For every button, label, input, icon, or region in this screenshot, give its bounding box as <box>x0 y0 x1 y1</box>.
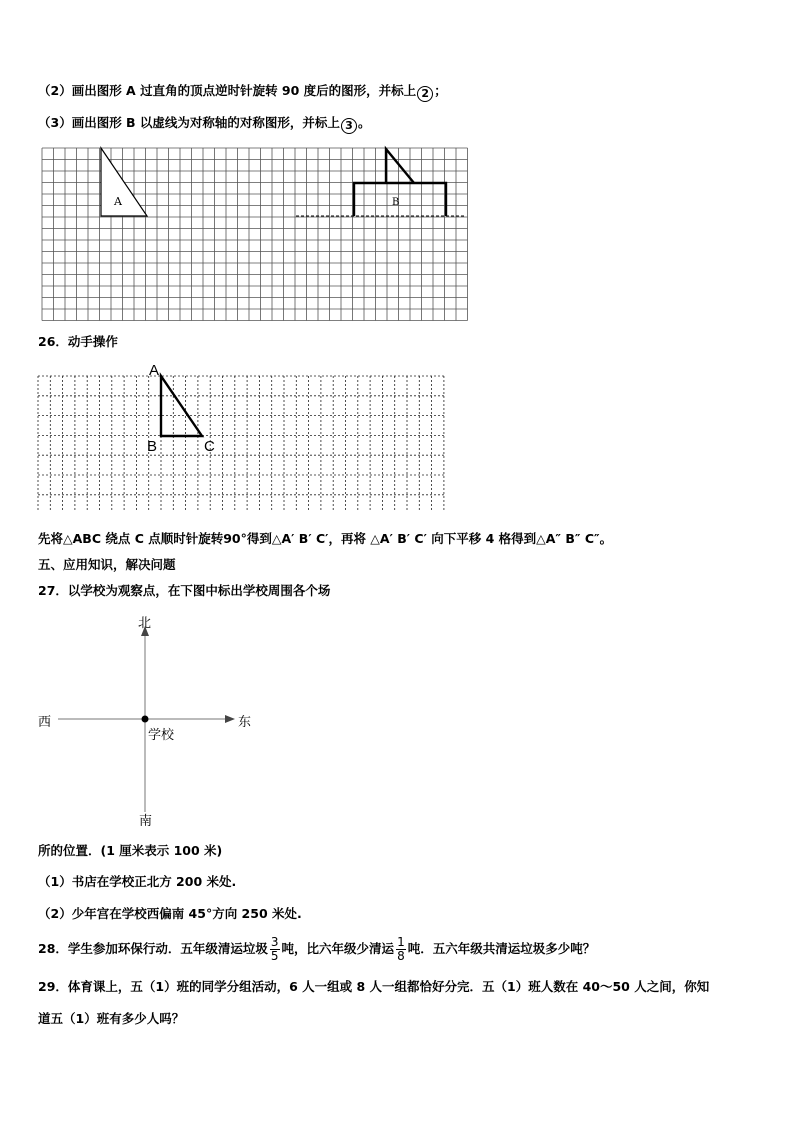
q26-grid-figure <box>36 360 456 510</box>
q28-text: 28．学生参加环保行动．五年级清运垃圾 $\frac{3}{5}$ 吨，比六年级少清运 $\frac{1}{8}$ 吨．五六年级共清运垃圾多少吨？ <box>38 935 596 963</box>
circled-number-2: 2 <box>417 86 433 102</box>
north-label: 北 <box>138 616 152 631</box>
q25-part2-text: （2）画出图形 A 过直角的顶点逆时针旋转 90 度后的图形，并标上 2 ； <box>38 83 447 100</box>
triangle-abc <box>161 376 202 436</box>
shape-b-outline <box>354 183 446 216</box>
q25-grid-figure <box>38 144 478 329</box>
q26-dashed-grid <box>38 376 444 510</box>
q25-part3-text: （3）画出图形 B 以虚线为对称轴的对称图形，并标上 3 。 <box>38 115 371 132</box>
fraction-three-fifths: $\frac{3}{5}$ <box>270 935 279 963</box>
q26-instruction: 先将△ABC 绕点 C 点顺时针旋转90°得到△A′ B′ C′，再将 △A′ B′ C′ 向下平移 4 格得到△A″ B″ C″。 <box>38 531 613 546</box>
vertex-b-label: B <box>147 438 158 455</box>
vertex-a-label: A <box>149 362 160 379</box>
q27-title: 27．以学校为观察点，在下图中标出学校周围各个场 <box>38 583 331 598</box>
q27-item-2: （2）少年宫在学校西偏南 45°方向 250 米处. <box>38 906 302 921</box>
school-label: 学校 <box>148 728 175 743</box>
shape-b-label: B <box>392 197 400 208</box>
q26-title: 26．动手操作 <box>38 334 118 349</box>
q29-line-2: 道五（1）班有多少人吗？ <box>38 1011 185 1026</box>
circled-number-3: 3 <box>341 118 357 134</box>
school-point <box>142 716 149 723</box>
south-label: 南 <box>139 814 153 829</box>
shape-a-triangle <box>101 148 147 216</box>
section-5-heading: 五、应用知识，解决问题 <box>38 557 176 572</box>
q29-line-1: 29．体育课上，五（1）班的同学分组活动，6 人一组或 8 人一组都恰好分完．五（1）班人数在 40～50 人之间，你知 <box>38 979 710 994</box>
east-label: 东 <box>238 715 252 730</box>
fraction-one-eighth: $\frac{1}{8}$ <box>397 935 405 963</box>
q27-continuation: 所的位置．(1 厘米表示 100 米) <box>38 843 223 858</box>
compass-diagram <box>30 606 260 836</box>
west-label: 西 <box>38 715 52 730</box>
q27-item-1: （1）书店在学校正北方 200 米处. <box>38 874 237 889</box>
vertex-c-label: C <box>204 438 215 455</box>
east-arrow-icon <box>225 715 235 723</box>
shape-a-label: A <box>114 195 122 208</box>
